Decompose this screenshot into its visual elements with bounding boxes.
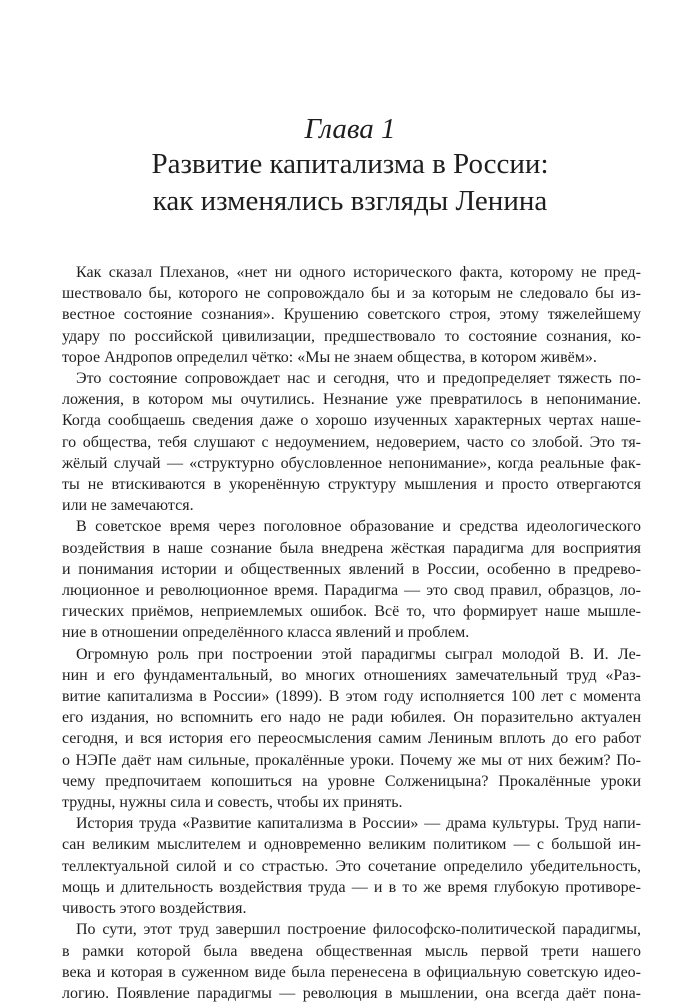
text-line: теллектуальной силой и со страстью. Это сочетание определило убедительность,	[62, 857, 641, 875]
text-line: ложения, в котором мы очутились. Незнание уже превратилось в непонимание.	[62, 391, 641, 409]
text-line: мощь и длительность воздействия труда — и в то же время глубокую противоре-	[62, 878, 641, 896]
text-line: Огромную роль при построении этой парадигмы сыграл молодой В. И. Ле-	[76, 645, 641, 663]
paragraph	[62, 813, 641, 919]
text-line: По сути, этот труд завершил построение философско-политической парадигмы,	[76, 921, 641, 939]
text-line: витие капитализма в России» (1899). В этом году исполняется 100 лет с момента	[62, 688, 641, 706]
text-line: Как сказал Плеханов, «нет ни одного исторического факта, которому не пред-	[76, 264, 641, 281]
text-line: История труда «Развитие капитализма в России» — драма культуры. Труд напи-	[76, 815, 641, 833]
text-line: вестное состояние сознания». Крушению советского строя, этому тяжелейшему	[62, 306, 641, 324]
text-line: шествовало бы, которого не сопровождало бы и за которым не следовало бы из-	[62, 285, 641, 303]
paragraph	[62, 368, 641, 516]
text-line: трудны, нужны сила и совесть, чтобы их принять.	[62, 794, 403, 812]
text-line: в рамки которой была введена общественная мысль первой трети нашего	[62, 942, 641, 960]
text-line: В советское время через поголовное образование и средства идеологического	[76, 518, 641, 536]
text-line: чему предпочитаем копошиться на уровне Солженицына? Прокалённые уроки	[62, 772, 641, 790]
paragraph	[62, 644, 641, 814]
paragraph	[62, 516, 641, 643]
text-line: или не замечаются.	[62, 497, 194, 515]
text-line: воздействия в наше сознание была внедрена жёсткая парадигма для восприятия	[62, 539, 641, 557]
chapter-number: Глава 1	[304, 113, 396, 145]
text-line: ние в отношении определённого класса явлений и проблем.	[62, 624, 470, 642]
text-line: го общества, тебя слушают с недоумением, недоверием, часто со злобой. Это тя-	[62, 433, 641, 451]
text-line: и понимания истории и общественных явлений в России, особенно в предрево-	[62, 560, 641, 578]
text-line: торое Андропов определил чётко: «Мы не знаем общества, в котором живём».	[62, 348, 597, 366]
text-line: сан великим мыслителем и одновременно великим политиком — с большой ин-	[62, 836, 641, 854]
chapter-title-line: как изменялись взгляды Ленина	[152, 185, 548, 217]
paragraph	[62, 919, 641, 1004]
text-line: удару по российской цивилизации, предшествовало то состояние сознания, ко-	[62, 327, 641, 345]
text-line: Когда сообщаешь сведения даже о хорошо изученных характерных чертах наше-	[62, 412, 641, 430]
chapter-title	[0, 146, 700, 220]
text-line: века и которая в суженном виде была перенесена в официальную советскую идео-	[62, 963, 641, 981]
text-line: его издания, но вспомнить его надо не ради юбилея. Он поразительно актуален	[62, 709, 641, 727]
text-line: жёлый случай — «структурно обусловленное непонимание», когда реальные фак-	[62, 454, 641, 472]
text-line: нин и его фундаментальный, во многих отношениях замечательный труд «Раз-	[62, 666, 641, 684]
text-line: ты не втискиваются в укоренённую структуру мышления и просто отвергаются	[62, 476, 641, 494]
text-line: чивость этого воздействия.	[62, 900, 247, 918]
body-text	[62, 262, 641, 1004]
text-line: сегодня, и вся история его переосмысления самим Лениным вплоть до его работ	[62, 730, 641, 748]
paragraph	[62, 262, 641, 368]
text-line: Это состояние сопровождает нас и сегодня, что и предопределяет тяжесть по-	[76, 370, 641, 388]
chapter-title-line: Развитие капитализма в России:	[151, 148, 549, 180]
text-line: о НЭПе даёт нам сильные, прокалённые уроки. Почему же мы от них бежим? По-	[62, 751, 641, 769]
text-line: люционное и революционное время. Парадигма — это свод правил, образцов, ло-	[62, 582, 641, 600]
text-line: логию. Появление парадигмы — революция в мышлении, она всегда даёт пона-	[62, 984, 641, 1002]
text-line: гических приёмов, неприемлемых ошибок. Всё то, что формирует наше мышле-	[62, 603, 641, 621]
